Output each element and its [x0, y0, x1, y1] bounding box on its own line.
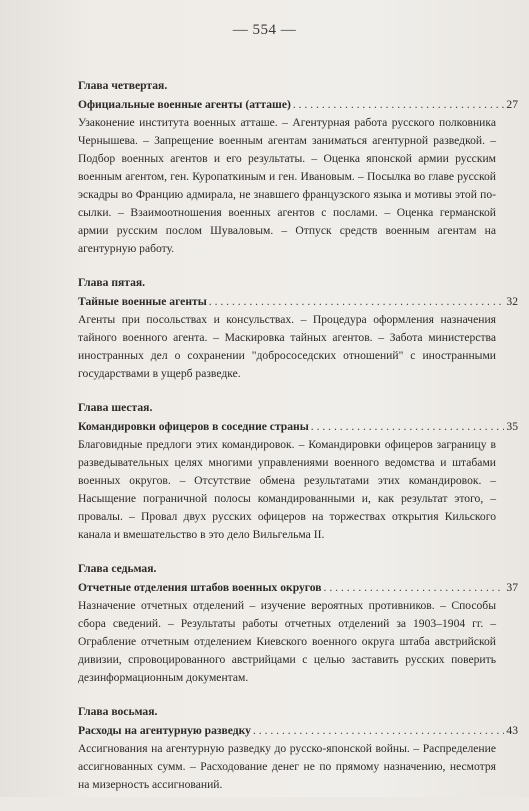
chapter-summary: Ассигнования на агентурную разведку до русско-японской войны. – Распределение ассигнованных сумм. – Расходование денег не по прямому назначению, несмотря на мизерность ассигнований. — [78, 742, 496, 791]
chapter-label: Глава четвертая. — [78, 79, 168, 92]
chapter-title-row — [78, 419, 518, 434]
chapter-label: Глава восьмая. — [78, 705, 158, 718]
chapter-entry — [78, 561, 518, 687]
chapter-label: Глава шестая. — [78, 401, 153, 414]
dot-leader — [209, 294, 505, 309]
chapter-title-row — [78, 294, 518, 309]
chapter-entry — [78, 275, 518, 383]
chapter-page-ref: 43 — [506, 724, 518, 737]
chapter-entry — [78, 78, 518, 258]
chapter-page-ref: 35 — [506, 420, 518, 433]
chapter-label: Глава седьмая. — [78, 562, 157, 575]
chapter-title: Отчетные отделения штабов военных округов — [78, 581, 322, 594]
chapter-page-ref: 37 — [506, 581, 518, 594]
chapter-summary: Назначение отчетных отделений – изучение вероятных противников. – Способы сбора сведений. – Результаты работы отчетных отделений за 1903–1904 гг. – Ограбление отчетным отделением Киевского военного округа штаба австрийской дивизии, спровоцированного австрийцами с целью заставить русских поверить дезинформационным документам. — [78, 599, 496, 684]
chapter-summary: Благовидные предлоги этих командировок. – Командировки офицеров заграницу в разведывательных целях многими управлениями военного ведомства и штабами военных округов. – Отсутствие обмена результатами этих командировок. – Насыщение пограничной полосы командированными и, как результат этого, – провалы. – Провал двух русских офицеров на торжествах открытия Кильского канала и вмешательство в это дело Вильгельма II. — [78, 438, 496, 541]
chapter-label: Глава пятая. — [78, 276, 146, 289]
chapter-entry — [78, 704, 518, 794]
chapter-title-row — [78, 723, 518, 738]
chapter-summary: Узаконение института военных атташе. – Агентурная работа русского полковника Чернышева. – Запрещение военным агентам заниматься агентурной разведкой. – Подбор военных агентов и его результаты. – Оценка японской армии русским военным агентом, ген. Куропаткиным и ген. Ивановым. – Посылка во главе русской эскадры во Францию адмирала, не знавшего французского языка и мотивы этой по-сылки. – Взаимоотношения военных агентов с послами. – Оценка германской армии русским послом Шуваловым. – Отпуск средств военным агентам на агентурную работу. — [78, 116, 496, 255]
chapter-entry — [78, 400, 518, 544]
page-number: — 554 — — [232, 22, 297, 38]
chapter-page-ref: 27 — [506, 98, 518, 111]
chapter-page-ref: 32 — [506, 295, 518, 308]
chapter-title-row — [78, 97, 518, 112]
dot-leader — [253, 723, 504, 738]
chapter-title-row — [78, 580, 518, 595]
dot-leader — [293, 97, 505, 112]
chapter-title: Официальные военные агенты (атташе) — [78, 98, 291, 111]
chapter-title: Тайные военные агенты — [78, 295, 207, 308]
chapter-title: Расходы на агентурную разведку — [78, 724, 251, 737]
chapter-title: Командировки офицеров в соседние страны — [78, 420, 309, 433]
dot-leader — [324, 580, 505, 595]
table-of-contents — [78, 78, 518, 811]
chapter-summary: Агенты при посольствах и консульствах. – Процедура оформления назначения тайного военного агента. – Маскировка тайных агентов. – Забота министерства иностранных дел о сохранении "добрососедских отношений" с иностранными государствами в ущерб разведке. — [78, 313, 496, 380]
dot-leader — [311, 419, 505, 434]
